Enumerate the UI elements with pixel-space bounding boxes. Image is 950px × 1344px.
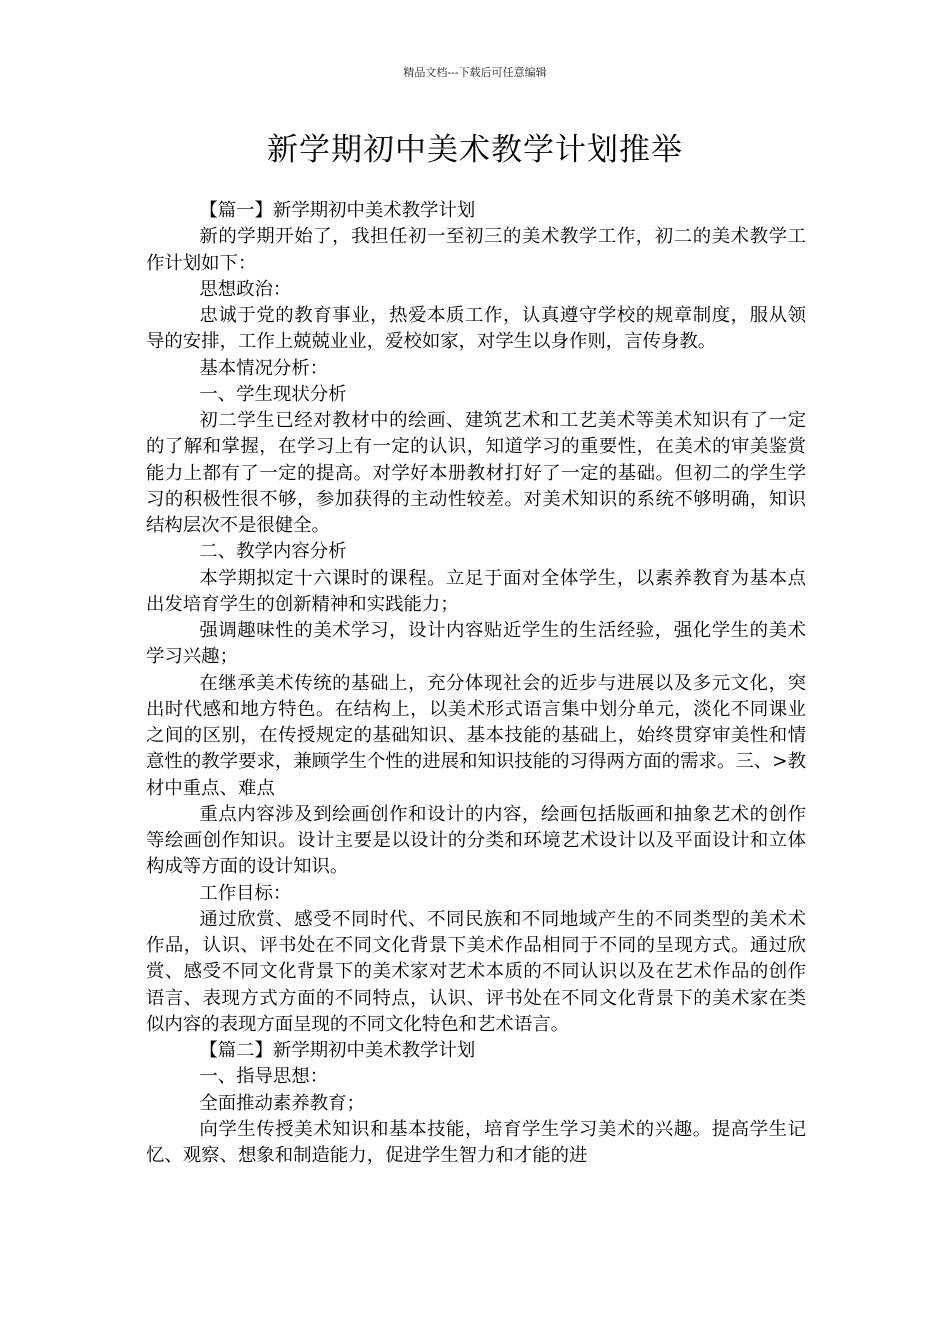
paragraph: 重点内容涉及到绘画创作和设计的内容，绘画包括版画和抽象艺术的创作等绘画创作知识。设计主要是以设计的分类和环境艺术设计以及平面设计和立体构成等方面的设计知识。 xyxy=(146,803,806,878)
subheading: 一、指导思想： xyxy=(199,1066,329,1088)
paragraph: 初二学生已经对教材中的绘画、建筑艺术和工艺美术等美术知识有了一定的了解和掌握，在学习上有一定的认识，知道学习的重要性，在美术的审美鉴赏能力上都有了一定的提高。对学好本册教材打好了一定的基础。但初二的学生学习的积极性很不够，参加获得的主动性较差。对美术知识的系统不够明确，知识结构层次不是很健全。 xyxy=(146,410,806,536)
paragraph: 本学期拟定十六课时的课程。立足于面对全体学生，以素养教育为基本点出发培育学生的创新精神和实践能力； xyxy=(146,567,806,615)
document-title: 新学期初中美术教学计划推举 xyxy=(267,132,683,168)
subheading: 基本情况分析： xyxy=(199,357,329,379)
document-body xyxy=(146,198,806,1169)
section-heading: 【篇二】新学期初中美术教学计划 xyxy=(199,1040,476,1061)
paragraph: 在继承美术传统的基础上，充分体现社会的近步与进展以及多元文化，突出时代感和地方特色。在结构上，以美术形式语言集中划分单元，淡化不同课业之间的区别，在传授规定的基础知识、基本技能的基础上，始终贯穿审美性和情意性的教学要求，兼顾学生个性的进展和知识技能的习得两方面的需求。三、>教材中重点、难点 xyxy=(146,672,806,799)
paragraph: 强调趣味性的美术学习，设计内容贴近学生的生活经验，强化学生的美术学习兴趣； xyxy=(146,620,806,668)
subheading: 思想政治： xyxy=(199,278,292,300)
header-note: 精品文档---下载后可任意编辑 xyxy=(403,66,547,79)
paragraph: 通过欣赏、感受不同时代、不同民族和不同地域产生的不同类型的美术术作品，认识、评书处在不同文化背景下美术作品相同于不同的呈现方式。通过欣赏、感受不同文化背景下的美术家对艺术本质的不同认识以及在艺术作品的创作语言、表现方式方面的不同特点，认识、评书处在不同文化背景下的美术家在类似内容的表现方面呈现的不同文化特色和艺术语言。 xyxy=(146,908,806,1035)
section-heading: 【篇一】新学期初中美术教学计划 xyxy=(199,200,476,221)
subheading: 二、教学内容分析 xyxy=(199,541,347,563)
paragraph: 全面推动素养教育； xyxy=(199,1092,365,1114)
subheading: 工作目标： xyxy=(199,882,292,904)
paragraph: 新的学期开始了，我担任初一至初三的美术教学工作，初二的美术教学工作计划如下： xyxy=(146,226,806,274)
paragraph: 向学生传授美术知识和基本技能，培育学生学习美术的兴趣。提高学生记忆、观察、想象和制造能力，促进学生智力和才能的进 xyxy=(146,1118,806,1166)
paragraph: 忠诚于党的教育事业，热爱本质工作，认真遵守学校的规章制度，服从领导的安排，工作上兢兢业业，爱校如家，对学生以身作则，言传身教。 xyxy=(146,305,806,353)
subheading: 一、学生现状分析 xyxy=(199,383,347,405)
